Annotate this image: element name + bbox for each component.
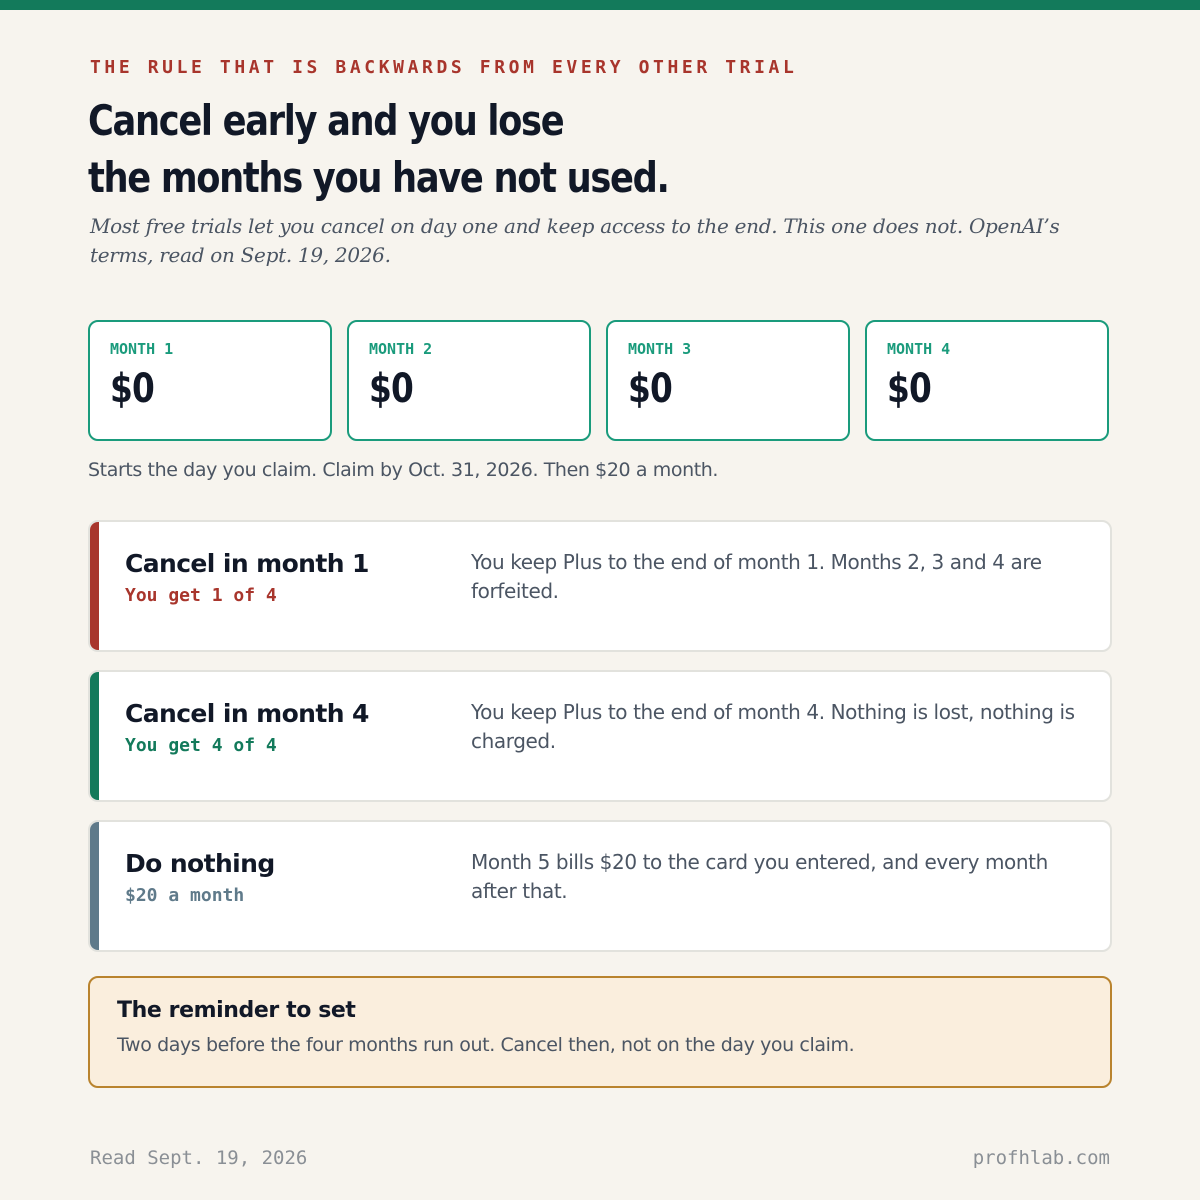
scenario-title: Cancel in month 4 [125,699,369,728]
month-price: $0 [887,366,932,412]
headline-line-1: Cancel early and you lose [88,96,564,145]
scenario-cancel-month-1 [88,520,1112,652]
scenario-stripe [90,672,99,800]
months-row [88,320,1109,441]
month-label: MONTH 4 [887,340,951,358]
scenario-do-nothing [88,820,1112,952]
month-card-1 [88,320,332,441]
month-label: MONTH 2 [369,340,433,358]
reminder-title: The reminder to set [117,998,356,1023]
kicker: THE RULE THAT IS BACKWARDS FROM EVERY OTHER TRIAL [90,57,798,78]
scenario-stripe [90,522,99,650]
scenario-description: You keep Plus to the end of month 1. Months 2, 3 and 4 are forfeited. [471,550,1042,603]
reminder-callout [88,976,1112,1088]
scenario-description: Month 5 bills $20 to the card you entered, and every month after that. [471,850,1048,903]
scenario-subtitle: You get 4 of 4 [125,735,277,756]
month-price: $0 [628,366,673,412]
scenario-subtitle: $20 a month [125,885,245,906]
month-card-3 [606,320,850,441]
scenario-stripe [90,822,99,950]
month-card-4 [865,320,1109,441]
footer-site: profhlab.com [972,1147,1110,1169]
month-label: MONTH 3 [628,340,692,358]
month-price: $0 [110,366,155,412]
top-accent-bar [0,0,1200,10]
month-card-2 [347,320,591,441]
scenario-title: Do nothing [125,849,275,878]
dek: Most free trials let you cancel on day one and keep access to the end. This one does not. OpenAI’s terms, read on Sept. 19, 2026. [90,214,1060,267]
month-price: $0 [369,366,414,412]
scenario-cancel-month-4 [88,670,1112,802]
headline [88,92,676,206]
month-label: MONTH 1 [110,340,174,358]
headline-line-2: the months you have not used. [88,153,669,202]
scenario-title: Cancel in month 1 [125,549,369,578]
scenario-subtitle: You get 1 of 4 [125,585,277,606]
footer-date: Read Sept. 19, 2026 [90,1147,308,1169]
starts-note: Starts the day you claim. Claim by Oct. 31, 2026. Then $20 a month. [88,459,719,481]
reminder-text: Two days before the four months run out. Cancel then, not on the day you claim. [117,1034,855,1056]
scenario-description: You keep Plus to the end of month 4. Nothing is lost, nothing is charged. [471,700,1075,753]
